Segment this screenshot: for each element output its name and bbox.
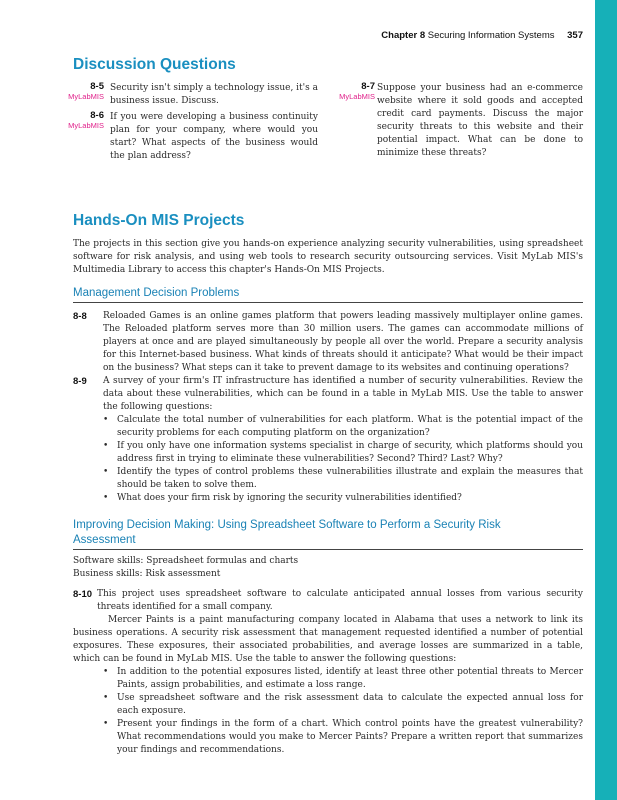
question-8-7: Suppose your business had an e-commerce website where it sold goods and accepted credit card payments. Discuss the major security threats to this website and their potential impact. What can be done to minimize these threats? [377,83,583,158]
p810-bullet-1: In addition to the potential exposures listed, identify at least three other potential threats to Mercer Paints, assign probabilities, and estimate a loss range. [117,667,583,690]
business-skills: Business skills: Risk assessment [73,569,221,579]
p88-number: 8-8 [73,311,87,322]
improving-heading-line1: Improving Decision Making: Using Spreadsheet Software to Perform a Security Risk [73,519,501,531]
p89-bullet-2: If you only have one information systems specialist in charge of security, which platforms should you address first in trying to eliminate these vulnerabilities? Second? Third? Last? Why? [117,441,583,464]
p89-bullet-1: Calculate the total number of vulnerabilities for each platform. What is the potential impact of the security problems for each computing platform on the organization? [117,415,583,438]
project-8-10: This project uses spreadsheet software to calculate anticipated annual losses from various security threats identified for a small company. [97,589,583,612]
discussion-heading: Discussion Questions [73,56,236,73]
projects-intro: The projects in this section give you hands-on experience analyzing security vulnerabilities, using spreadsheet software for risk analysis, and using web tools to research security outsourcing services. Visit MyLab MIS's Multimedia Library to access this chapter's Hands-On MIS Projects. [73,239,583,275]
chapter-label: Chapter 8 [381,30,426,41]
bullet-dot: • [103,441,109,451]
bullet-dot: • [103,719,109,729]
p89-number: 8-9 [73,376,87,387]
bullet-dot: • [103,415,109,425]
q86-label: 8-6 MyLabMIS [68,110,104,130]
question-8-6: If you were developing a business continuity plan for your company, where would you start? What aspects of the business would the plan address? [110,112,318,161]
improving-heading [73,518,583,548]
bullet-dot: • [103,693,109,703]
question-8-5: Security isn't simply a technology issue, it's a business issue. Discuss. [110,83,318,106]
bullet-dot: • [103,467,109,477]
improving-heading-line2: Assessment [73,534,136,546]
p89-bullet-3: Identify the types of control problems these vulnerabilities illustrate and explain the measures that should be taken to solve them. [117,467,583,490]
p89-bullet-4: What does your firm risk by ignoring the security vulnerabilities identified? [117,493,462,503]
chapter-title: Securing Information Systems [427,30,555,41]
p810-bullet-3: Present your findings in the form of a chart. Which control points have the greatest vulnerability? What recommendations would you make to Mercer Paints? Prepare a written report that summarizes your findings and recommendations. [117,719,583,755]
page-edge-tab [595,0,617,800]
q87-label: 8-7 MyLabMIS [339,81,375,101]
software-skills: Software skills: Spreadsheet formulas and charts [73,556,299,566]
p810-number: 8-10 [73,589,93,600]
problem-8-9: A survey of your firm's IT infrastructure has identified a number of security vulnerabilities. Review the data about these vulnerabilities, which can be found in a table in MyLab MIS. Use the table to answer the following questions: [103,376,583,412]
p810-bullet-2: Use spreadsheet software and the risk assessment data to calculate the expected annual loss for each exposure. [117,693,583,716]
problem-8-8: Reloaded Games is an online games platform that powers leading massively multiplayer online games. The Reloaded platform serves more than 30 million users. The games can accommodate millions of players at once and are played simultaneously by people all over the world. Prepare a security analysis for this Internet-based business. What kinds of threats should it anticipate? What would be their impact on the business? What steps can it take to prevent damage to its websites and continuing operations? [103,311,583,373]
mercer-paints-paragraph: Mercer Paints is a paint manufacturing company located in Alabama that uses a network to link its business operations. A security risk assessment that management requested identified a number of potential exposures. These exposures, their associated probabilities, and average losses are summarized in a table, which can be found in MyLab MIS. Use the table to answer the following questions: [73,615,583,664]
management-heading: Management Decision Problems [73,287,240,299]
bullet-dot: • [103,493,109,503]
q85-label: 8-5 MyLabMIS [68,81,104,101]
running-header [381,30,583,41]
bullet-dot: • [103,667,109,677]
page-number: 357 [567,30,583,41]
projects-heading: Hands-On MIS Projects [73,212,245,229]
improving-rule [73,549,583,550]
management-rule [73,302,583,303]
